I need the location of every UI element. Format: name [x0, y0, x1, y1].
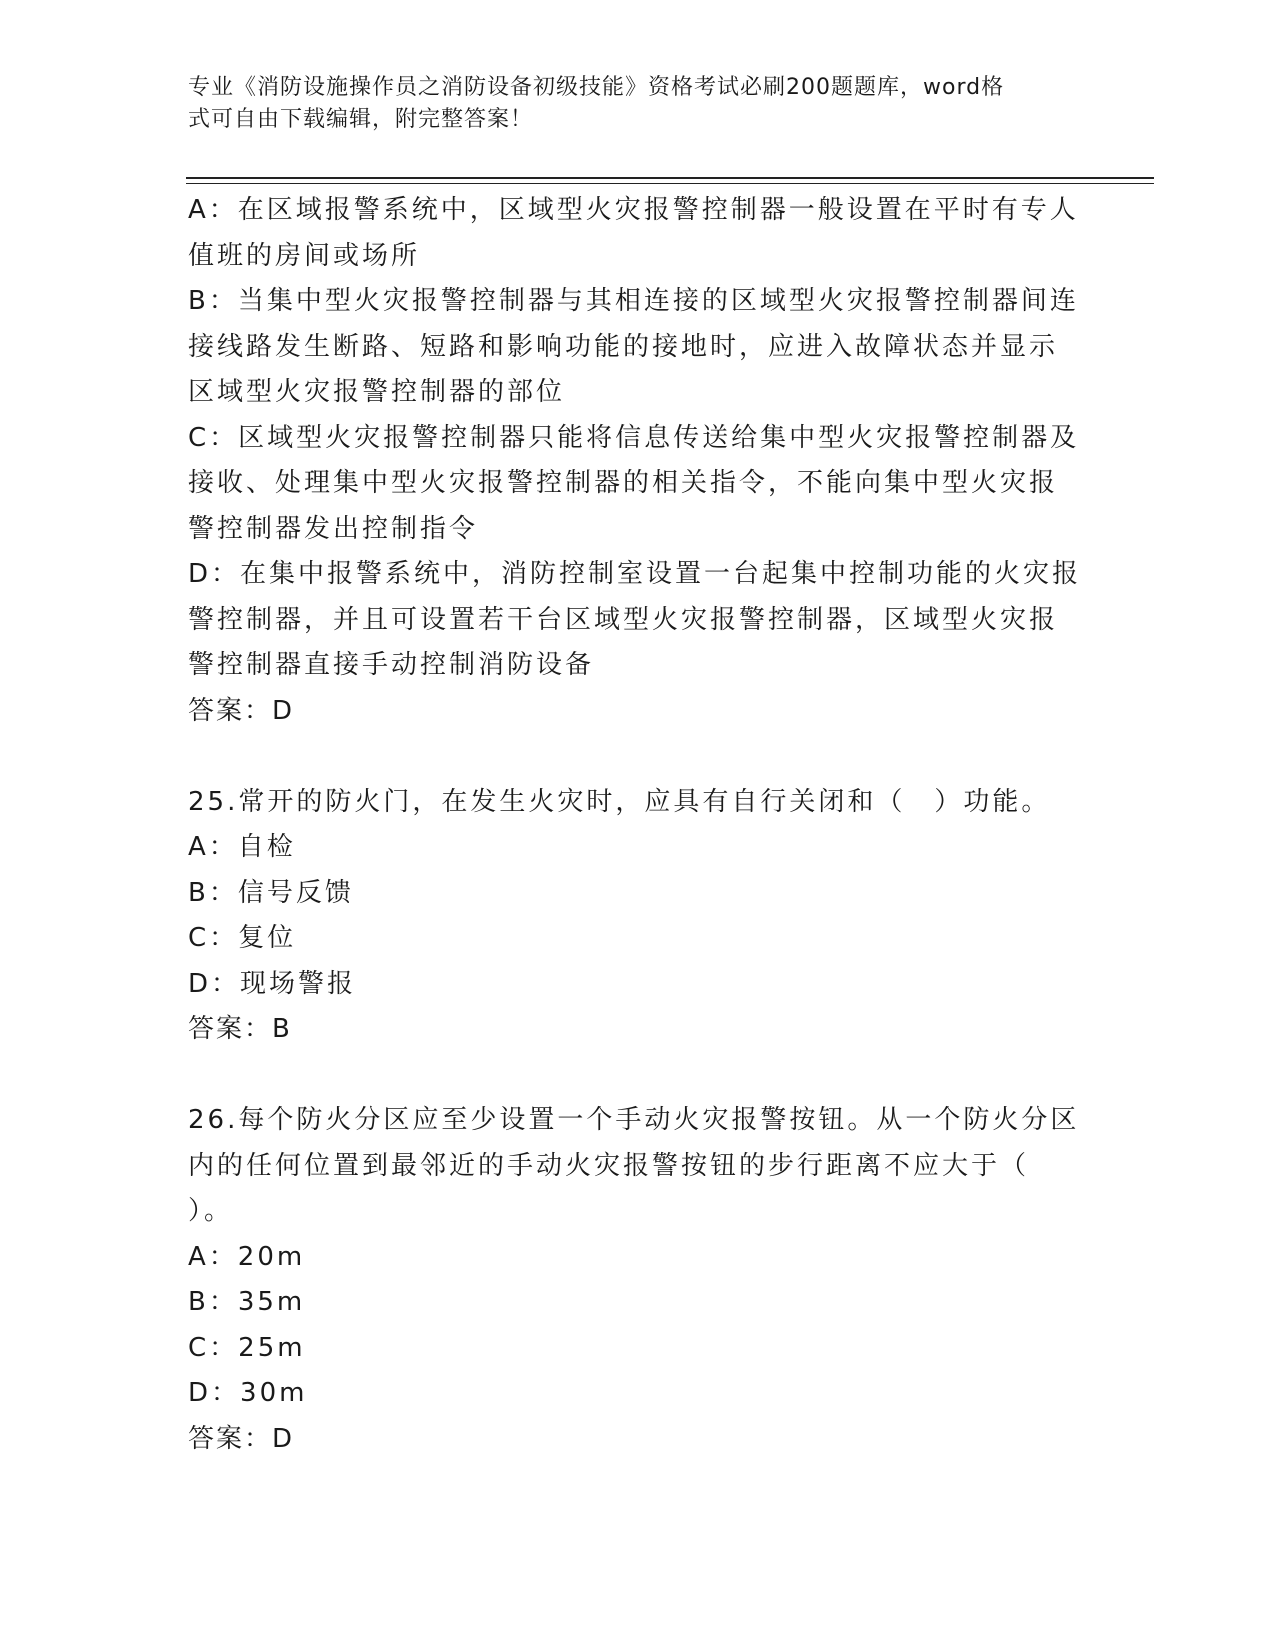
option-b-line-2: 接线路发生断路、短路和影响功能的接地时，应进入故障状态并显示 [188, 331, 1059, 362]
question-24-options [188, 188, 1088, 734]
option-b-line-1: B：当集中型火灾报警控制器与其相连接的区域型火灾报警控制器间连 [188, 286, 1079, 316]
option-b: B：35m [188, 1287, 306, 1317]
option-d: D：30m [188, 1378, 308, 1408]
spacer [188, 1053, 1088, 1099]
header-divider-thin [186, 183, 1154, 184]
option-c: C：复位 [188, 923, 297, 953]
answer-label: 答案：D [188, 695, 295, 726]
option-b-line-3: 区域型火灾报警控制器的部位 [188, 377, 566, 407]
option-c: C：25m [188, 1332, 306, 1363]
option-d-line-3: 警控制器直接手动控制消防设备 [188, 650, 595, 680]
option-d-line-2: 警控制器，并且可设置若干台区域型火灾报警控制器，区域型火灾报 [188, 604, 1059, 635]
header-divider-thick [186, 177, 1154, 179]
question-stem-line-2: 内的任何位置到最邻近的手动火灾报警按钮的步行距离不应大于（ [188, 1150, 1030, 1181]
spacer [188, 734, 1088, 780]
question-stem-line-3: ）。 [188, 1196, 234, 1226]
document-header [188, 72, 1068, 136]
question-25 [188, 780, 1088, 1053]
header-line-2: 式可自由下载编辑，附完整答案！ [188, 107, 534, 132]
answer-label: 答案：D [188, 1423, 295, 1454]
question-stem: 25.常开的防火门，在发生火灾时，应具有自行关闭和（ ）功能。 [188, 786, 1051, 817]
question-content [188, 188, 1088, 1462]
option-c-line-1: C：区域型火灾报警控制器只能将信息传送给集中型火灾报警控制器及 [188, 422, 1080, 453]
option-d: D：现场警报 [188, 968, 357, 999]
option-a-line-2: 值班的房间或场所 [188, 240, 421, 271]
question-stem-line-1: 26.每个防火分区应至少设置一个手动火灾报警按钮。从一个防火分区 [188, 1105, 1080, 1135]
answer-label: 答案：B [188, 1014, 292, 1044]
question-26 [188, 1098, 1088, 1462]
option-a: A：20m [188, 1241, 306, 1272]
option-a: A：自检 [188, 832, 296, 862]
header-line-1: 专业《消防设施操作员之消防设备初级技能》资格考试必刷200题题库，word格 [188, 75, 1005, 100]
option-b: B：信号反馈 [188, 877, 354, 908]
option-d-line-1: D：在集中报警系统中，消防控制室设置一台起集中控制功能的火灾报 [188, 559, 1082, 589]
option-a-line-1: A：在区域报警系统中，区域型火灾报警控制器一般设置在平时有专人 [188, 195, 1079, 225]
option-c-line-2: 接收、处理集中型火灾报警控制器的相关指令，不能向集中型火灾报 [188, 468, 1059, 498]
option-c-line-3: 警控制器发出控制指令 [188, 513, 479, 544]
